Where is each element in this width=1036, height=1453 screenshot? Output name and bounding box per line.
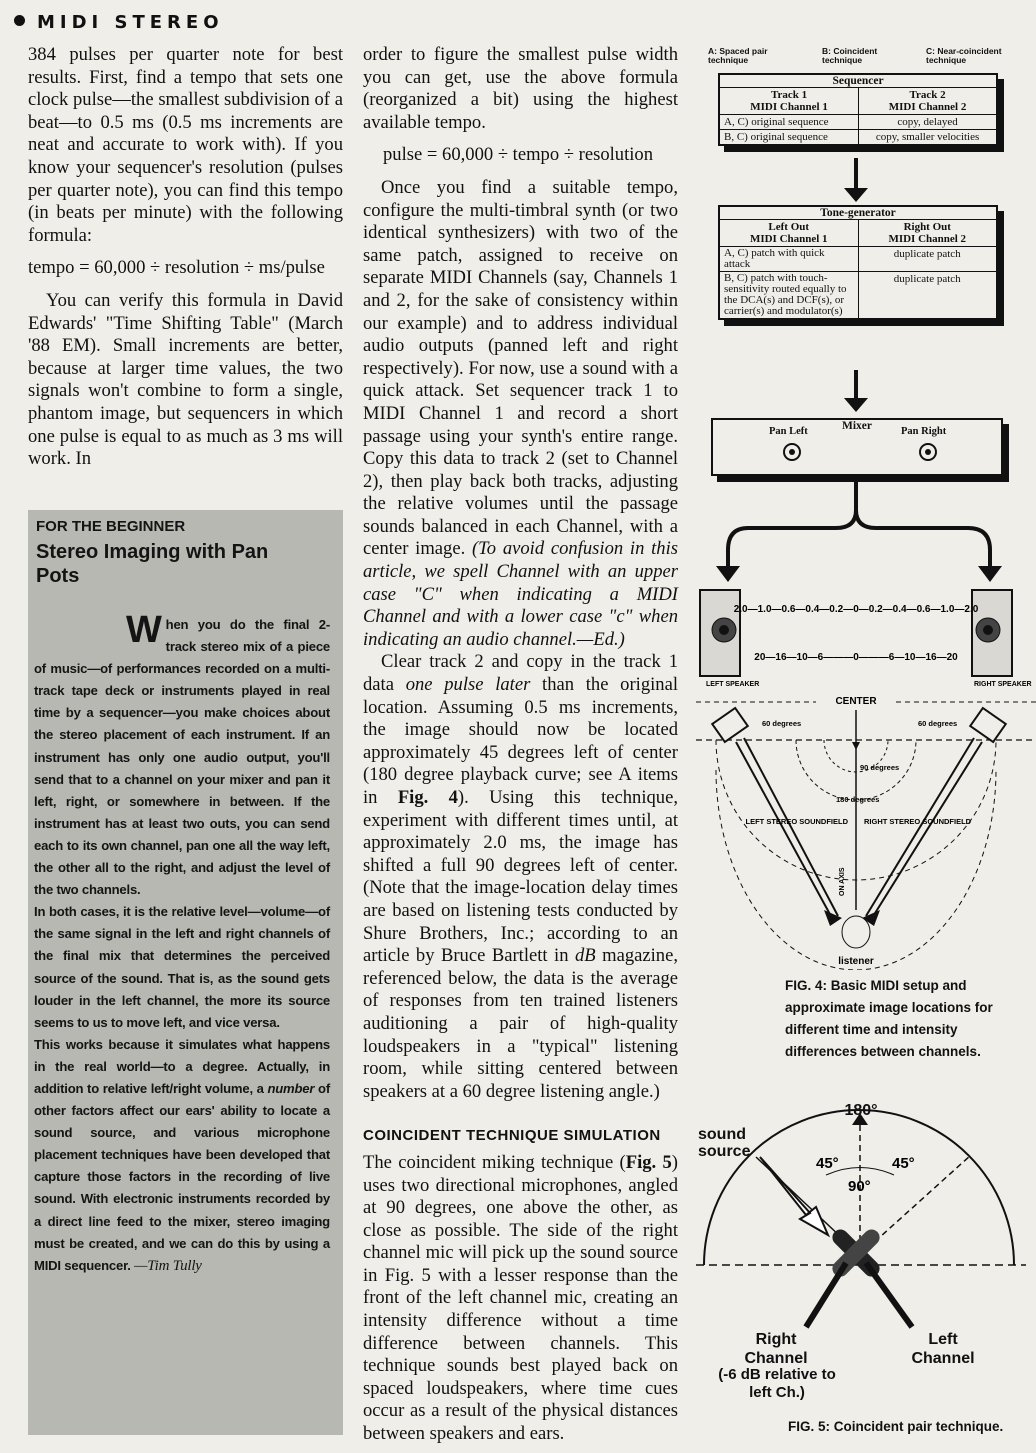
fig5-45-left: 45°	[816, 1155, 839, 1172]
drop-cap: W	[126, 609, 162, 651]
sound-source-label: sound source	[698, 1126, 751, 1160]
arrow-down-icon	[844, 188, 868, 202]
legend-c: C: Near-coincident technique	[926, 46, 1002, 65]
sidebar-p3b: of other factors affect our ears' ability to locate a sound source, and various microphone placement techniques have been developed that capture those factors in the recording of live sound. With electronic instruments recorded by a direct line feed to the mixer, stereo imaging must be created, and we can do this by using a MIDI sequencer.	[34, 1080, 330, 1273]
sidebar-body	[34, 609, 330, 1277]
angled-speaker-left-icon	[712, 708, 748, 742]
header-title: MIDI STEREO	[37, 12, 224, 33]
sequencer-title: Sequencer	[832, 75, 884, 87]
running-header	[14, 12, 224, 33]
col1-paragraph-1: 384 pulses per quarter note for best results. First, find a tempo that sets one clock pulse—the smallest subdivision of a beat—to 0.5 ms (0.5 ms increments are neat and accurate to work with). If you know your sequencer's resolution (pulses per quarter note), you can find this tempo (in beats per minute) with the following formula:	[28, 44, 343, 246]
col2-p3c: ). Using this technique, experiment with different times until, at approximately 2.0 ms, the image has shifted a full 90 degrees left of center. (Note that the image-location delay times are based on listening tests conducted by Shure Brothers, Inc.; according to an article by Bruce Bartlett in	[363, 787, 678, 967]
pulse-formula: pulse = 60,000 ÷ tempo ÷ resolution	[383, 144, 654, 166]
ninety-label: 90 degrees	[860, 763, 900, 772]
fig4-reference: Fig. 4	[397, 787, 458, 808]
arrow-down-icon	[978, 566, 1002, 582]
tone-cell: duplicate patch	[858, 272, 996, 319]
col2-paragraph-2	[363, 177, 678, 651]
editor-note: (To avoid confusion in this article, we spell Channel with an upper case "C" when indicating a MIDI Channel and with a lower case "c" when indicating an audio channel.—Ed.)	[363, 538, 678, 650]
col2-p4a: The coincident miking technique (	[363, 1151, 626, 1173]
col2-p3-italic: one pulse later	[405, 674, 531, 696]
col2-paragraph-1: order to figure the smallest pulse width you can get, use the above formula (reorganized a bit) using the highest available tempo.	[363, 44, 678, 133]
tone-cell: duplicate patch	[858, 247, 996, 272]
tone-header-1: Left Out MIDI Channel 1	[720, 220, 858, 247]
fig4-diagram	[696, 30, 1036, 970]
sidebar-paragraph-2: In both cases, it is the relative level—volume—of the same signal in the left and right channels of the final mix that determines the perceived source of the sound. That is, as the sound gets louder in the left channel, the more its source seems to us to move left, and vice versa.	[34, 904, 330, 1030]
sixty-right-label: 60 degrees	[918, 719, 958, 728]
tone-title: Tone-generator	[820, 207, 896, 219]
fig5-180-label: 180°	[844, 1102, 878, 1119]
beginner-sidebar	[28, 510, 343, 1435]
listener-head-icon	[842, 916, 870, 948]
sidebar-p3a: This works because it simulates what happens in the real world—to a degree. Actually, in addition to relative left/right volume, a	[34, 1036, 330, 1096]
seq-cell: B, C) original sequence	[720, 130, 859, 145]
col2-p2-text: Once you find a suitable tempo, configure the multi-timbral synth (or two identical synthesizers) with two of the same patch, assigned to receive on separate MIDI Channels (say, Channels 1 and 2, for the sake of consistency within our example) and to address individual audio outputs (panned left and right respectively). For now, use a sound with a quick attack. Set sequencer track 1 to MIDI Channel 1 and record a short passage using your synth's entire range. Copy this data to track 2 (set to Channel 2), then play back both tracks, adjusting the relative volumes until the passage sounds balanced in each Channel, with a center image.	[363, 176, 678, 560]
sidebar-signature: —Tim Tully	[134, 1257, 202, 1274]
right-speaker-icon	[972, 590, 1012, 676]
pan-right-label: Pan Right	[901, 426, 947, 437]
angled-speaker-right-icon	[970, 708, 1006, 742]
seq-cell: A, C) original sequence	[720, 115, 859, 130]
pan-left-label: Pan Left	[769, 426, 808, 437]
time-scale: 2.0—1.0—0.6—0.4—0.2—0—0.2—0.4—0.6—1.0—2.0	[733, 604, 979, 615]
right-soundfield-label: RIGHT STEREO SOUNDFIELD	[864, 817, 972, 826]
left-channel-label: Left Channel	[911, 1331, 975, 1367]
column-2	[363, 44, 678, 1446]
tempo-formula: tempo = 60,000 ÷ resolution ÷ ms/pulse	[28, 257, 325, 279]
sidebar-p1-text: hen you do the final 2-track stereo mix of a piece of music—of performances recorded on a multi-track tape deck or instruments played in real time by a sequencer—you make choices about the stereo placement of each instrument. If an instrument has only one audio output, you'll send that to a channel on your mixer and pan it left, right, or somewhere in between. If the instrument has at least two outs, you can send each to its own channel, pan one all the way left, the other all to the right, and adjust the level of the two channels.	[34, 617, 330, 898]
fig5-reference: Fig. 5	[625, 1151, 672, 1173]
sidebar-p3-emphasis: number	[267, 1080, 315, 1096]
sixty-left-label: 60 degrees	[762, 719, 802, 728]
microphone-icon	[806, 1226, 912, 1327]
col1-paragraph-2: You can verify this formula in David Edwards' "Time Shifting Table" (March '88 EM). Small increments are better, because at larger time values, the two signals won't combine to form a single, phantom image, but sequencers in which one pulse is equal to as much as 3 ms will work. In	[28, 289, 343, 470]
sidebar-kicker: FOR THE BEGINNER	[36, 518, 186, 535]
col2-p3b: than the original location. Assuming 0.5 ms increments, the image should now be located approximately 45 degrees left of center (180 degree playback curve; see A items in	[363, 674, 679, 808]
right-channel-label: Right Channel	[744, 1331, 808, 1367]
left-soundfield-label: LEFT STEREO SOUNDFIELD	[745, 817, 848, 826]
coincident-subhead: COINCIDENT TECHNIQUE SIMULATION	[363, 1127, 661, 1145]
fig4-caption: FIG. 4: Basic MIDI setup and approximate image locations for different time and intensity differences between channels.	[785, 978, 993, 1059]
fig5-90-label: 90°	[848, 1178, 871, 1195]
mixer-title: Mixer	[841, 420, 872, 432]
arrow-down-icon	[716, 566, 740, 582]
column-1	[28, 44, 343, 471]
left-speaker-label: LEFT SPEAKER	[706, 681, 760, 688]
right-speaker-label: RIGHT SPEAKER	[974, 681, 1032, 688]
one-eighty-label: 180 degrees	[836, 795, 880, 804]
col2-p3a: Clear track 2 and copy in the track 1 data	[363, 651, 678, 696]
right-channel-note: (-6 dB relative to left Ch.)	[718, 1366, 836, 1401]
fig5-45-right: 45°	[892, 1155, 915, 1172]
listener-label: listener	[838, 956, 874, 967]
left-speaker-icon	[700, 590, 740, 676]
legend-b: B: Coincident technique	[822, 46, 878, 65]
center-label: CENTER	[835, 696, 877, 707]
col2-p3d: magazine, referenced below, the data is the average of responses from ten trained listeners auditioning a pair of high-quality loudspeakers in a "typical" listening room, while sitting centered between speakers at a 60 degree listening angle.)	[363, 945, 678, 1102]
sidebar-paragraph-3	[34, 1034, 330, 1277]
seq-cell: copy, smaller velocities	[859, 130, 996, 145]
arrow-down-icon	[844, 398, 868, 412]
col2-paragraph-4	[363, 1152, 678, 1446]
fig5-caption: FIG. 5: Coincident pair technique.	[788, 1419, 1004, 1434]
tone-cell: B, C) patch with touch-sensitivity routed equally to the DCA(s) and DCF(s), or carrier(s) and modulator(s)	[720, 272, 858, 319]
seq-cell: copy, delayed	[859, 115, 996, 130]
on-axis-label: ON AXIS	[839, 867, 846, 896]
tone-cell: A, C) patch with quick attack	[720, 247, 858, 272]
seq-header-1: Track 1 MIDI Channel 1	[720, 88, 859, 115]
legend-a: A: Spaced pair technique	[708, 46, 768, 65]
seq-header-2: Track 2 MIDI Channel 2	[859, 88, 996, 115]
col2-p4b: ) uses two directional microphones, angled at 90 degrees, one above the other, as close as possible. The side of the right channel mic will pick up the sound source in Fig. 5 with a lesser response than the front of the left channel mic, creating an intensity difference without a time difference between channels. This technique sounds best played back on spaced loudspeakers, where time cues occur as a result of the physical distances between speakers and ears.	[363, 1151, 678, 1445]
intensity-scale: 20—16—10—6———0———6—10—16—20	[754, 652, 958, 663]
sidebar-paragraph-1	[34, 609, 330, 901]
db-magazine: dB	[574, 945, 596, 967]
col2-paragraph-3	[363, 651, 678, 1103]
tone-header-2: Right Out MIDI Channel 2	[858, 220, 996, 247]
sidebar-title: Stereo Imaging with Pan Pots	[36, 541, 269, 587]
bullet-icon	[14, 15, 25, 26]
